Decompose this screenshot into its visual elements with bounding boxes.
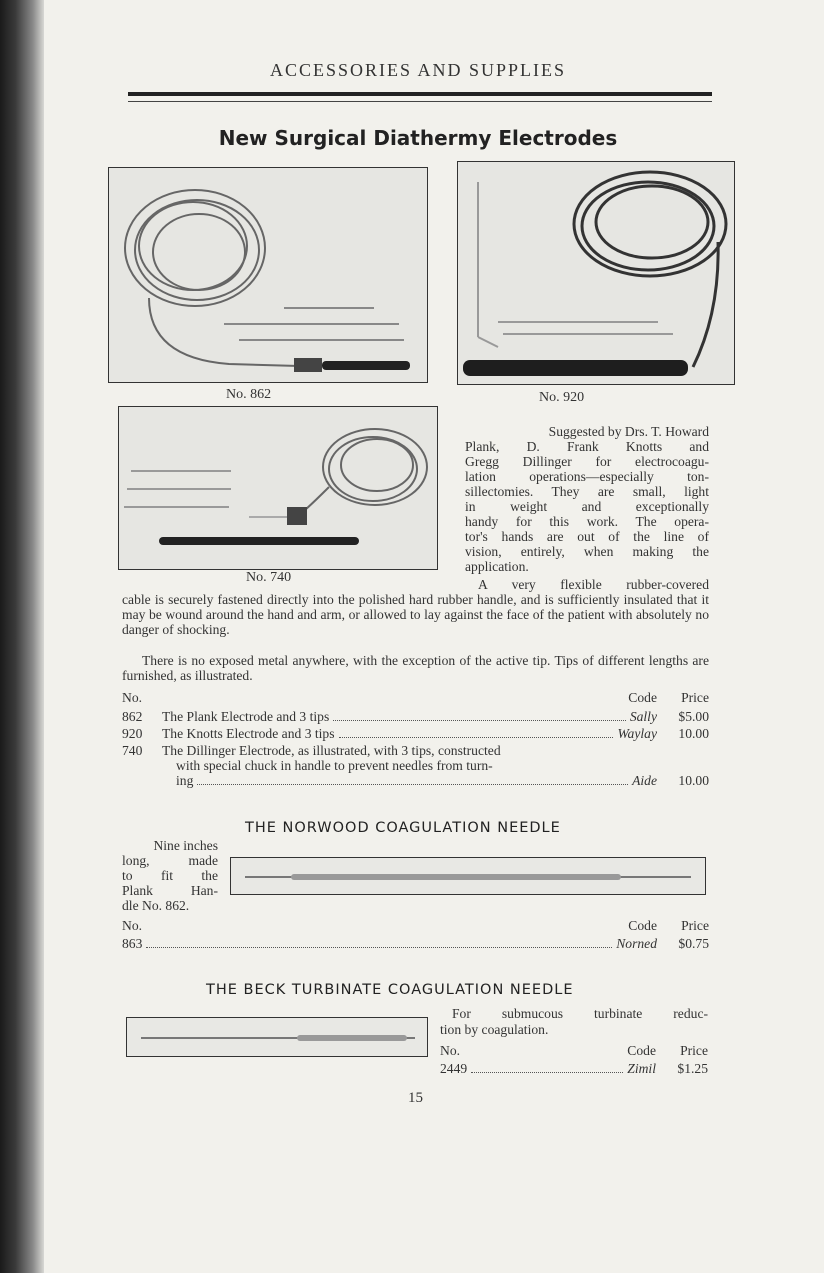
col-price-header: Price bbox=[681, 690, 709, 705]
fig862-caption: No. 862 bbox=[226, 387, 272, 402]
description-tips-text: There is no exposed metal anywhere, with the exception of the active tip. Tips of different lengths are furnished, as illustrated. bbox=[122, 653, 709, 683]
description-line: vision, entirely, when making the bbox=[465, 544, 709, 559]
description-line: application. bbox=[465, 559, 529, 574]
item-price: $1.25 bbox=[677, 1061, 708, 1076]
page-header: ACCESSORIES AND SUPPLIES bbox=[269, 60, 567, 80]
item-code: Zimil bbox=[627, 1061, 656, 1076]
beck-description-line: For submucous turbinate reduc- bbox=[452, 1006, 708, 1021]
leader-dots bbox=[146, 947, 612, 948]
beck-needle-illustration bbox=[127, 1018, 427, 1056]
norwood-side-text bbox=[122, 838, 218, 913]
leader-dots bbox=[197, 784, 628, 785]
table-row bbox=[122, 936, 709, 952]
table-row bbox=[122, 743, 709, 759]
item-description: ing bbox=[176, 773, 194, 788]
col-no-header: No. bbox=[440, 1043, 461, 1058]
beck-needle-photo bbox=[126, 1017, 428, 1057]
item-number: 862 bbox=[122, 709, 143, 724]
item-code: Waylay bbox=[617, 726, 657, 741]
side-line: to fit the bbox=[122, 868, 218, 883]
item-code: Sally bbox=[629, 709, 657, 724]
fig920-caption: No. 920 bbox=[539, 390, 585, 405]
table-row bbox=[122, 726, 709, 742]
col-price-header: Price bbox=[681, 918, 709, 933]
norwood-table-header bbox=[122, 918, 709, 934]
electrode-740-illustration bbox=[119, 407, 437, 569]
item-number: 740 bbox=[122, 743, 143, 758]
description-line: Gregg Dillinger for electrocoagu- bbox=[465, 454, 709, 469]
item-price: 10.00 bbox=[678, 773, 709, 788]
beck-heading: THE BECK TURBINATE COAGULATION NEEDLE bbox=[206, 982, 574, 998]
col-code-header: Code bbox=[628, 690, 657, 705]
item-code: Aide bbox=[632, 773, 657, 788]
norwood-needle-illustration bbox=[231, 858, 705, 894]
item-number: 920 bbox=[122, 726, 143, 741]
description-line: in weight and exceptionally bbox=[465, 499, 709, 514]
norwood-needle-photo bbox=[230, 857, 706, 895]
leader-dots bbox=[339, 737, 614, 738]
electrode-862-photo bbox=[108, 167, 428, 383]
description-line: tor's hands are out of the line of bbox=[465, 529, 709, 544]
item-number: 863 bbox=[122, 936, 143, 951]
description-line: sillectomies. They are small, light bbox=[465, 484, 709, 499]
col-no-header: No. bbox=[122, 918, 143, 933]
header-rule-thick bbox=[128, 92, 712, 96]
col-code-header: Code bbox=[627, 1043, 656, 1058]
description-flex-line: A very flexible rubber-covered bbox=[478, 577, 709, 592]
electrode-920-photo bbox=[457, 161, 735, 385]
description-column bbox=[465, 424, 709, 574]
electrode-740-photo bbox=[118, 406, 438, 570]
item-price: 10.00 bbox=[678, 726, 709, 741]
item-number: 2449 bbox=[440, 1061, 468, 1076]
table-row-continued bbox=[176, 773, 709, 789]
page-number: 15 bbox=[408, 1090, 423, 1106]
book-binding-shadow bbox=[0, 0, 44, 1273]
col-no-header: No. bbox=[122, 690, 143, 705]
beck-description-line: tion by coagulation. bbox=[440, 1022, 549, 1037]
item-code: Norned bbox=[616, 936, 657, 951]
item-price: $5.00 bbox=[678, 709, 709, 724]
description-line: Suggested by Drs. T. Howard bbox=[548, 424, 709, 439]
page-title: New Surgical Diathermy Electrodes bbox=[218, 126, 618, 150]
fig740-caption: No. 740 bbox=[246, 570, 292, 585]
side-line: Plank Han- bbox=[122, 883, 218, 898]
electrode-920-illustration bbox=[458, 162, 734, 384]
description-cable-text: cable is securely fastened directly into the polished hard rubber handle, and is sufficiently insulated that it may be wound around the hand and arm, or allowed to lay against the face of the patient with absolutely no danger of shocking. bbox=[122, 592, 709, 637]
col-code-header: Code bbox=[628, 918, 657, 933]
col-price-header: Price bbox=[680, 1043, 708, 1058]
item-description: The Dillinger Electrode, as illustrated, with 3 tips, constructed bbox=[162, 743, 501, 758]
table-row bbox=[440, 1061, 708, 1077]
leader-dots bbox=[333, 720, 626, 721]
item-description: The Knotts Electrode and 3 tips bbox=[162, 726, 335, 741]
item-price: $0.75 bbox=[678, 936, 709, 951]
side-line: Nine inches bbox=[153, 838, 218, 853]
norwood-heading: THE NORWOOD COAGULATION NEEDLE bbox=[245, 820, 561, 836]
leader-dots bbox=[471, 1072, 623, 1073]
table-row-continued bbox=[176, 758, 709, 774]
header-rule-thin bbox=[128, 101, 712, 102]
beck-table-header bbox=[440, 1043, 708, 1059]
side-line: long, made bbox=[122, 853, 218, 868]
description-line: handy for this work. The opera- bbox=[465, 514, 709, 529]
item-description: The Plank Electrode and 3 tips bbox=[162, 709, 330, 724]
item-description: with special chuck in handle to prevent needles from turn- bbox=[176, 758, 493, 773]
side-line: dle No. 862. bbox=[122, 898, 190, 913]
description-line: lation operations—especially ton- bbox=[465, 469, 709, 484]
table-row bbox=[122, 709, 709, 725]
electrode-862-illustration bbox=[109, 168, 427, 382]
electrode-table-header bbox=[122, 690, 709, 706]
description-line: Plank, D. Frank Knotts and bbox=[465, 439, 709, 454]
